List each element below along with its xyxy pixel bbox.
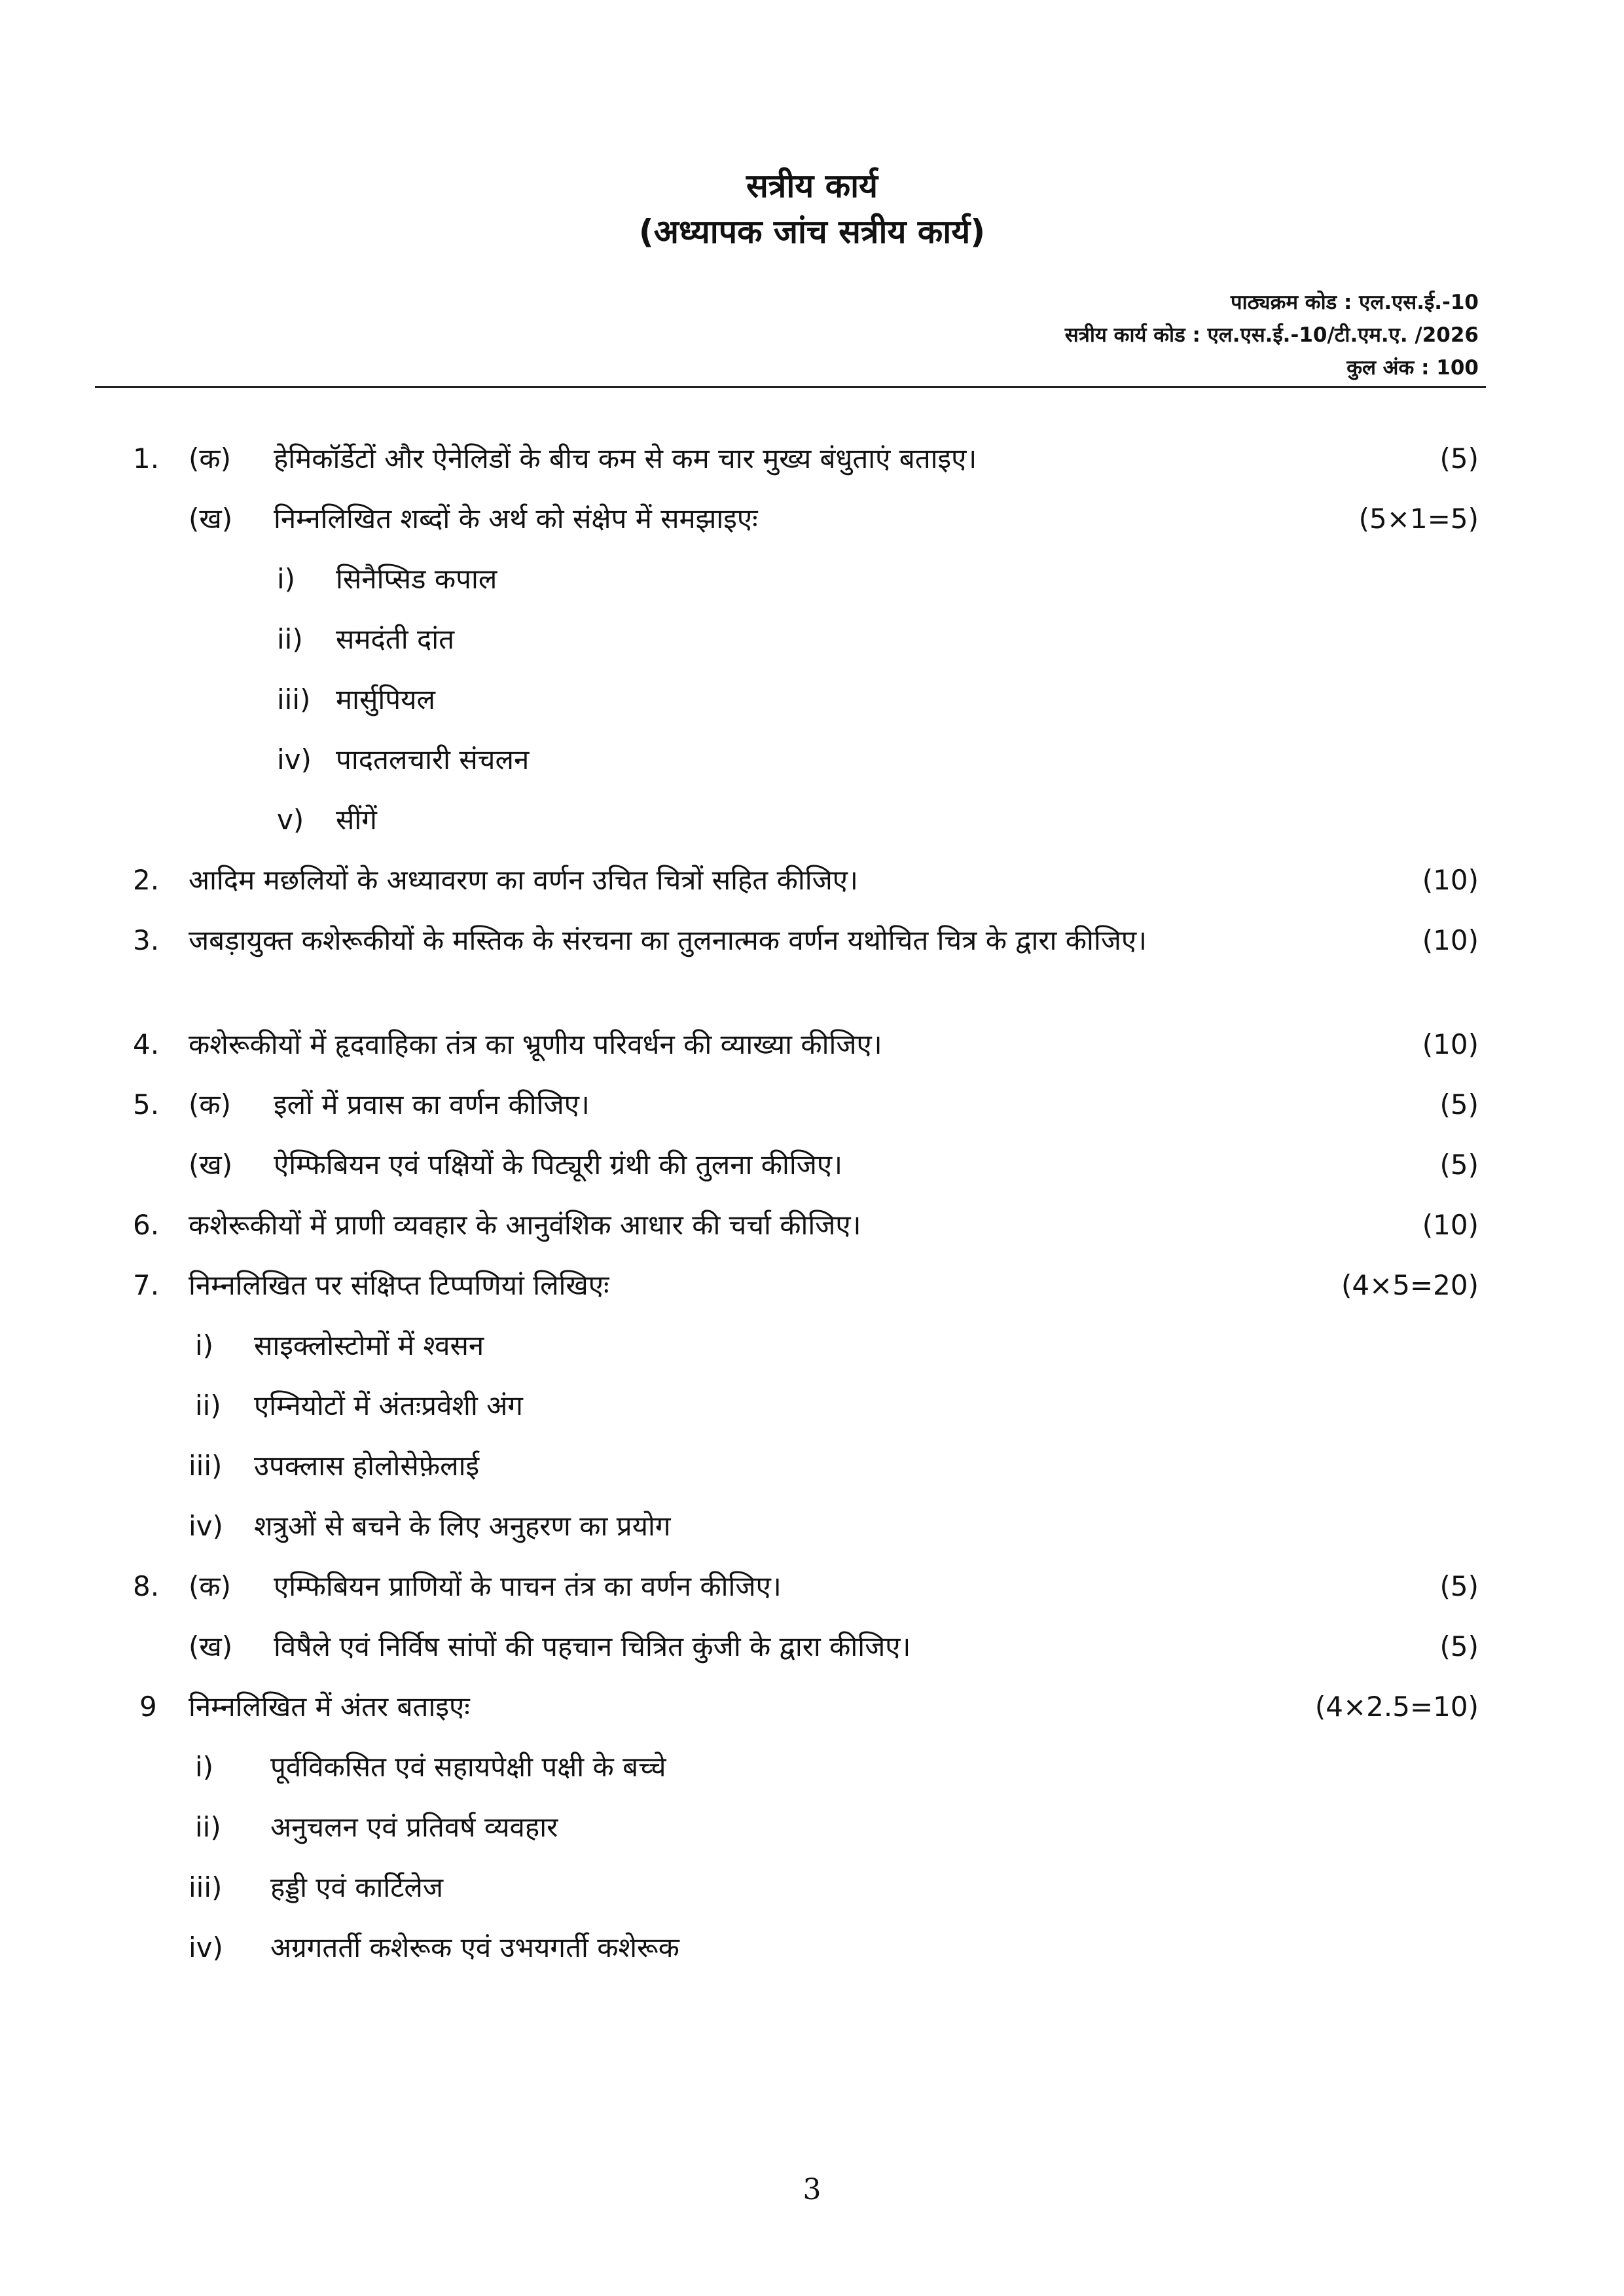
item-text: शत्रुओं से बचने के लिए अनुहरण का प्रयोग — [254, 1510, 671, 1542]
item-text: पूर्वविकसित एवं सहायपेक्षी पक्षी के बच्चे — [270, 1751, 666, 1783]
assignment-code: सत्रीय कार्य कोड : एल.एस.ई.-10/टी.एम.ए. /2026 — [1064, 323, 1479, 347]
question-number: 3. — [133, 924, 160, 956]
item-text: सींगें — [336, 804, 377, 836]
marks: (5) — [1439, 1570, 1479, 1602]
marks: (5×1=5) — [1358, 503, 1479, 535]
question-text: विषैले एवं निर्विष सांपों की पहचान चित्रित कुंजी के द्वारा कीजिए। — [274, 1630, 911, 1662]
item-text: पादतलचारी संचलन — [336, 744, 530, 776]
sub-label: (क) — [189, 1570, 232, 1602]
question-number: 8. — [133, 1570, 160, 1602]
question-text: ऐम्फिबियन एवं पक्षियों के पिट्यूरी ग्रंथी की तुलना कीजिए। — [274, 1149, 843, 1181]
question-number: 4. — [133, 1028, 160, 1060]
question-text: निम्नलिखित शब्दों के अर्थ को संक्षेप में समझाइएः — [274, 503, 758, 535]
item-text: एम्नियोटों में अंतःप्रवेशी अंग — [254, 1390, 523, 1422]
course-code: पाठ्यक्रम कोड : एल.एस.ई.-10 — [1231, 291, 1479, 314]
marks: (10) — [1422, 924, 1479, 956]
marks: (4×2.5=10) — [1314, 1691, 1479, 1723]
question-number: 1. — [133, 442, 160, 475]
header-divider — [95, 386, 1486, 388]
page-number: 3 — [803, 2173, 821, 2206]
question-number: 2. — [133, 864, 160, 896]
item-text: मार्सुपियल — [336, 683, 435, 715]
item-numeral: iii) — [277, 683, 311, 715]
item-numeral: v) — [277, 804, 304, 836]
item-text: साइक्लोस्टोमों में श्वसन — [254, 1329, 484, 1361]
item-numeral: i) — [277, 563, 296, 595]
marks: (5) — [1439, 1149, 1479, 1181]
item-numeral: ii) — [195, 1390, 221, 1422]
question-text: निम्नलिखित पर संक्षिप्त टिप्पणियां लिखिएः — [189, 1269, 609, 1301]
page-subtitle: (अध्यापक जांच सत्रीय कार्य) — [638, 213, 986, 251]
item-text: सिनैप्सिड कपाल — [336, 563, 497, 595]
sub-label: (क) — [189, 442, 232, 475]
item-numeral: iii) — [189, 1871, 223, 1903]
question-text: इलों में प्रवास का वर्णन कीजिए। — [274, 1088, 590, 1121]
question-number: 6. — [133, 1209, 160, 1241]
question-number: 7. — [133, 1269, 160, 1301]
marks: (10) — [1422, 864, 1479, 896]
sub-label: (क) — [189, 1088, 232, 1121]
item-numeral: iv) — [189, 1510, 223, 1542]
marks: (5) — [1439, 1088, 1479, 1121]
total-marks: कुल अंक : 100 — [1346, 356, 1479, 380]
item-numeral: i) — [195, 1751, 214, 1783]
marks: (5) — [1439, 442, 1479, 475]
item-text: अनुचलन एवं प्रतिवर्ष व्यवहार — [270, 1811, 558, 1843]
sub-label: (ख) — [189, 1630, 233, 1662]
question-text: आदिम मछलियों के अध्यावरण का वर्णन उचित चित्रों सहित कीजिए। — [189, 864, 858, 896]
item-numeral: ii) — [277, 623, 303, 655]
item-text: समदंती दांत — [336, 623, 455, 655]
item-numeral: iii) — [189, 1450, 223, 1482]
page-title: सत्रीय कार्य — [746, 167, 878, 205]
item-numeral: iv) — [277, 744, 312, 776]
question-text: निम्नलिखित में अंतर बताइएः — [189, 1691, 470, 1723]
question-number: 9 — [139, 1691, 157, 1723]
question-number: 5. — [133, 1088, 160, 1121]
question-text: एम्फिबियन प्राणियों के पाचन तंत्र का वर्णन कीजिए। — [274, 1570, 782, 1602]
question-text: कशेरूकीयों में हृदवाहिका तंत्र का भ्रूणीय परिवर्धन की व्याख्या कीजिए। — [189, 1028, 882, 1060]
item-text: अग्रगतर्ती कशेरूक एवं उभयगर्ती कशेरूक — [270, 1931, 679, 1964]
marks: (10) — [1422, 1028, 1479, 1060]
sub-label: (ख) — [189, 503, 233, 535]
item-text: उपक्लास होलोसेफ़ेलाई — [254, 1450, 480, 1482]
question-text: जबड़ायुक्त कशेरूकीयों के मस्तिक के संरचना का तुलनात्मक वर्णन यथोचित चित्र के द्वारा कीजिए। — [189, 924, 1147, 956]
sub-label: (ख) — [189, 1149, 233, 1181]
question-text: हेमिकॉर्डेटों और ऐनेलिडों के बीच कम से कम चार मुख्य बंधुताएं बताइए। — [274, 442, 977, 475]
marks: (10) — [1422, 1209, 1479, 1241]
item-numeral: iv) — [189, 1931, 223, 1964]
item-numeral: i) — [195, 1329, 214, 1361]
marks: (4×5=20) — [1341, 1269, 1479, 1301]
question-text: कशेरूकीयों में प्राणी व्यवहार के आनुवंशिक आधार की चर्चा कीजिए। — [189, 1209, 861, 1241]
item-text: हड्डी एवं कार्टिलेज — [270, 1871, 444, 1903]
item-numeral: ii) — [195, 1811, 221, 1843]
marks: (5) — [1439, 1630, 1479, 1662]
